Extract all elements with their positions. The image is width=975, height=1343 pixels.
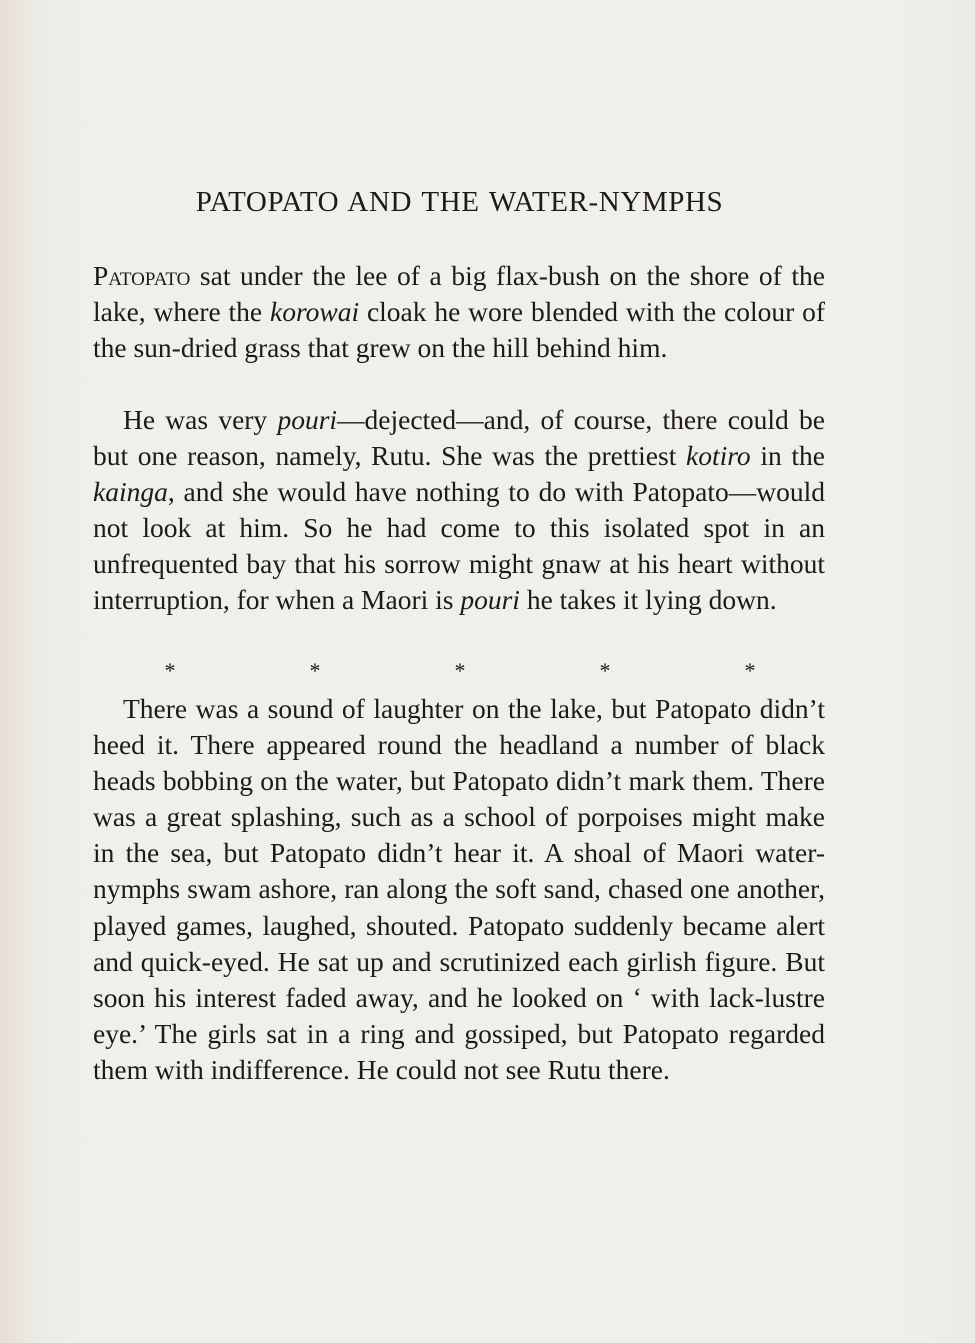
text-segment: , and she would have nothing to do with Patopato—would not look at him. So he had come to this isolated spot in an unfrequented bay that his sorrow might gnaw at his heart without interruption, for when a Maori is (93, 476, 825, 616)
italic-word: korowai (269, 296, 360, 328)
italic-word: pouri (277, 404, 338, 435)
text-segment: sat under the lee of a big flax-bush on the shore of the lake, where the (93, 260, 825, 328)
text-segment: in the (750, 440, 825, 472)
asterisk-icon: * (309, 658, 321, 683)
paragraph-2 (93, 402, 825, 619)
italic-word: kotiro (686, 440, 751, 472)
chapter-title: PATOPATO AND THE WATER-NYMPHS (195, 186, 724, 218)
opening-word-smallcaps: Patopato (93, 260, 191, 291)
text-segment: —dejected—and, of course, there could be but one reason, namely, Rutu. She was the prettiest (93, 404, 825, 472)
text-segment: he takes it lying down. (519, 584, 777, 616)
text-segment: cloak he wore blended with the colour of the sun-dried grass that grew on the hill behind him. (93, 296, 826, 364)
italic-word: pouri (460, 584, 520, 616)
asterisk-icon: * (744, 658, 756, 683)
asterisk-icon: * (454, 658, 466, 683)
text-segment: He was very (123, 404, 278, 435)
asterisk-icon: * (164, 658, 176, 683)
section-break (160, 656, 760, 686)
italic-word: kainga (93, 476, 168, 508)
paragraph-1 (93, 258, 825, 366)
paragraph-3: There was a sound of laughter on the lake, but Patopato didn’t heed it. There appeared round the headland a number of black heads bobbing on the water, but Patopato didn’t mark them. There was a great splashing, such as a school of porpoises might make in the sea, but Patopato didn’t hear it. A shoal of Maori water-nymphs swam ashore, ran along the soft sand, chased one another, played games, laughed, shouted. Patopato suddenly became alert and quick-eyed. He sat up and scrutinized each girlish figure. But soon his interest faded away, and he looked on ‘ with lack-lustre eye.’ The girls sat in a ring and gossiped, but Patopato regarded them with indifference. He could not see Rutu there. (93, 693, 825, 1085)
asterisk-icon: * (599, 658, 611, 683)
